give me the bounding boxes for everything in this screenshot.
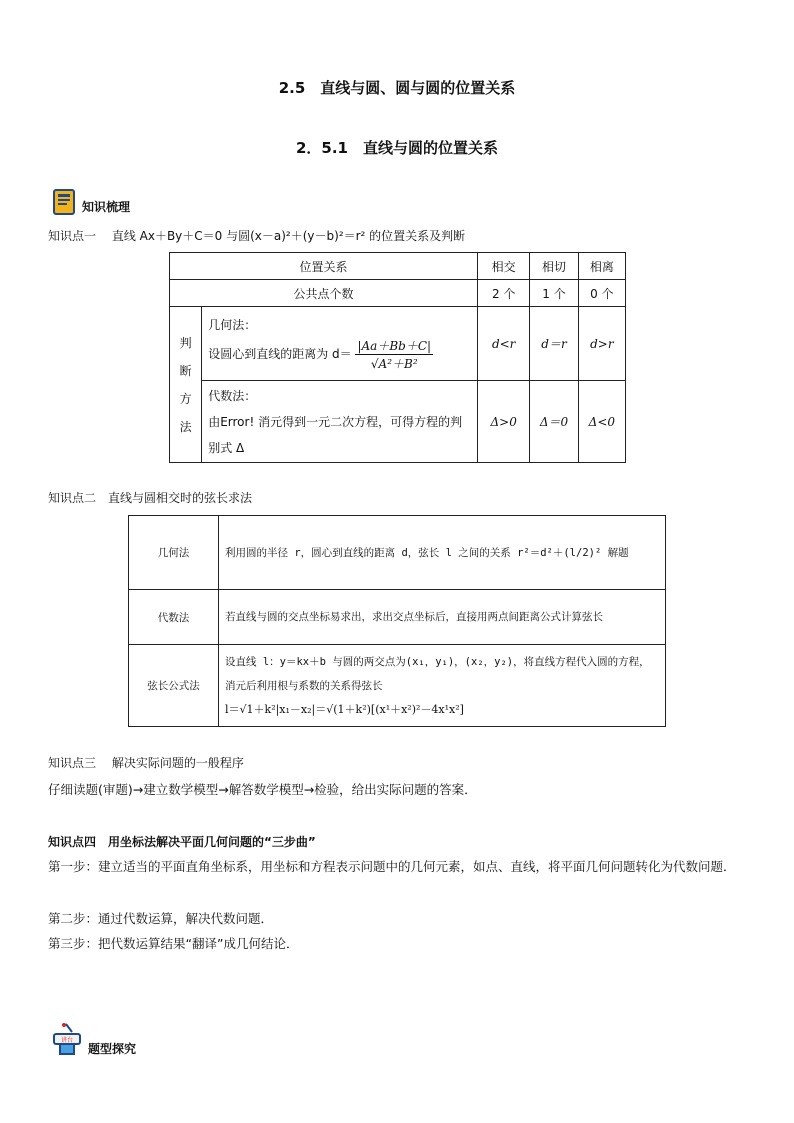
row1-label: 几何法 xyxy=(129,516,219,590)
kp3-text: 仔细读题(审题)→建立数学模型→解答数学模型→检验，给出实际问题的答案． xyxy=(48,782,477,797)
sub-title: 2．5.1 直线与圆的位置关系 xyxy=(295,139,498,157)
question-section-header xyxy=(52,1022,136,1058)
alg-apart: Δ<0 xyxy=(578,381,625,463)
alg-text: 由Error! 消元得到一元二次方程，可得方程的判别式 Δ xyxy=(208,414,463,455)
book-icon xyxy=(52,188,78,216)
geo-apart: d>r xyxy=(578,307,625,381)
section-label: 题型探究 xyxy=(88,1042,137,1056)
geo-title: 几何法： xyxy=(208,317,257,332)
section-label: 知识梳理 xyxy=(82,200,131,214)
geo-text: 设圆心到直线的距离为 d＝ xyxy=(208,346,352,361)
kp4-step3: 第三步：把代数运算结果“翻译”成几何结论． xyxy=(48,936,299,951)
row3-text: 设直线 l：y＝kx＋b 与圆的两交点为(x₁，y₁)，(x₂，y₂)，将直线方程代入圆的方程，消元后利用根与系数的关系得弦长 xyxy=(225,655,650,692)
row1-text: 利用圆的半径 r，圆心到直线的距离 d，弦长 l 之间的关系 r²＝d²＋(l/2)² 解题 xyxy=(219,516,666,590)
knowledge-section-header xyxy=(52,188,130,216)
kp2-heading: 知识点二 直线与圆相交时的弦长求法 xyxy=(48,491,253,505)
cp-apart: 0 个 xyxy=(578,280,625,307)
chord-table xyxy=(128,515,666,727)
header-apart: 相离 xyxy=(578,253,625,280)
alg-intersect: Δ>0 xyxy=(478,381,530,463)
distance-fraction: $\frac{|Aa+Bb+C|}{\text{√A²＋B²}}$ xyxy=(357,338,432,371)
kp3-heading: 知识点三 解决实际问题的一般程序 xyxy=(48,756,244,770)
common-points-label: 公共点个数 xyxy=(170,280,478,307)
judge-method-label: 判断方法 xyxy=(170,307,202,463)
row2-text: 若直线与圆的交点坐标易求出，求出交点坐标后，直接用两点间距离公式计算弦长 xyxy=(219,590,666,645)
geo-tangent: d＝r xyxy=(530,307,578,381)
algebraic-method-cell xyxy=(202,381,478,463)
kp4-step1: 第一步：建立适当的平面直角坐标系，用坐标和方程表示问题中的几何元素，如点、直线，将平面几何问题转化为代数问题． xyxy=(48,859,736,874)
row3-label: 弦长公式法 xyxy=(129,645,219,727)
position-table xyxy=(169,252,626,463)
kp1-heading: 知识点一 直线 Ax＋By＋C＝0 与圆(x－a)²＋(y－b)²＝r² 的位置关系及判断 xyxy=(48,229,466,243)
geo-intersect: d<r xyxy=(478,307,530,381)
cp-intersect: 2 个 xyxy=(478,280,530,307)
chord-formula: l＝√1＋k²|x₁－x₂|＝√(1＋k²)[(x¹＋x²)²－4x¹x²] xyxy=(225,702,464,716)
geometric-method-cell xyxy=(202,307,478,381)
alg-tangent: Δ＝0 xyxy=(530,381,578,463)
cp-tangent: 1 个 xyxy=(530,280,578,307)
row2-label: 代数法 xyxy=(129,590,219,645)
podium-icon xyxy=(52,1022,84,1058)
main-title: 2.5 直线与圆、圆与圆的位置关系 xyxy=(278,79,516,97)
row3-cell xyxy=(219,645,666,727)
header-position: 位置关系 xyxy=(170,253,478,280)
header-intersect: 相交 xyxy=(478,253,530,280)
kp4-step2: 第二步：通过代数运算，解决代数问题． xyxy=(48,911,274,926)
header-tangent: 相切 xyxy=(530,253,578,280)
kp4-heading: 知识点四 用坐标法解决平面几何问题的“三步曲” xyxy=(48,835,316,849)
svg-text:讲台: 讲台 xyxy=(60,1037,74,1044)
alg-title: 代数法： xyxy=(208,388,257,403)
